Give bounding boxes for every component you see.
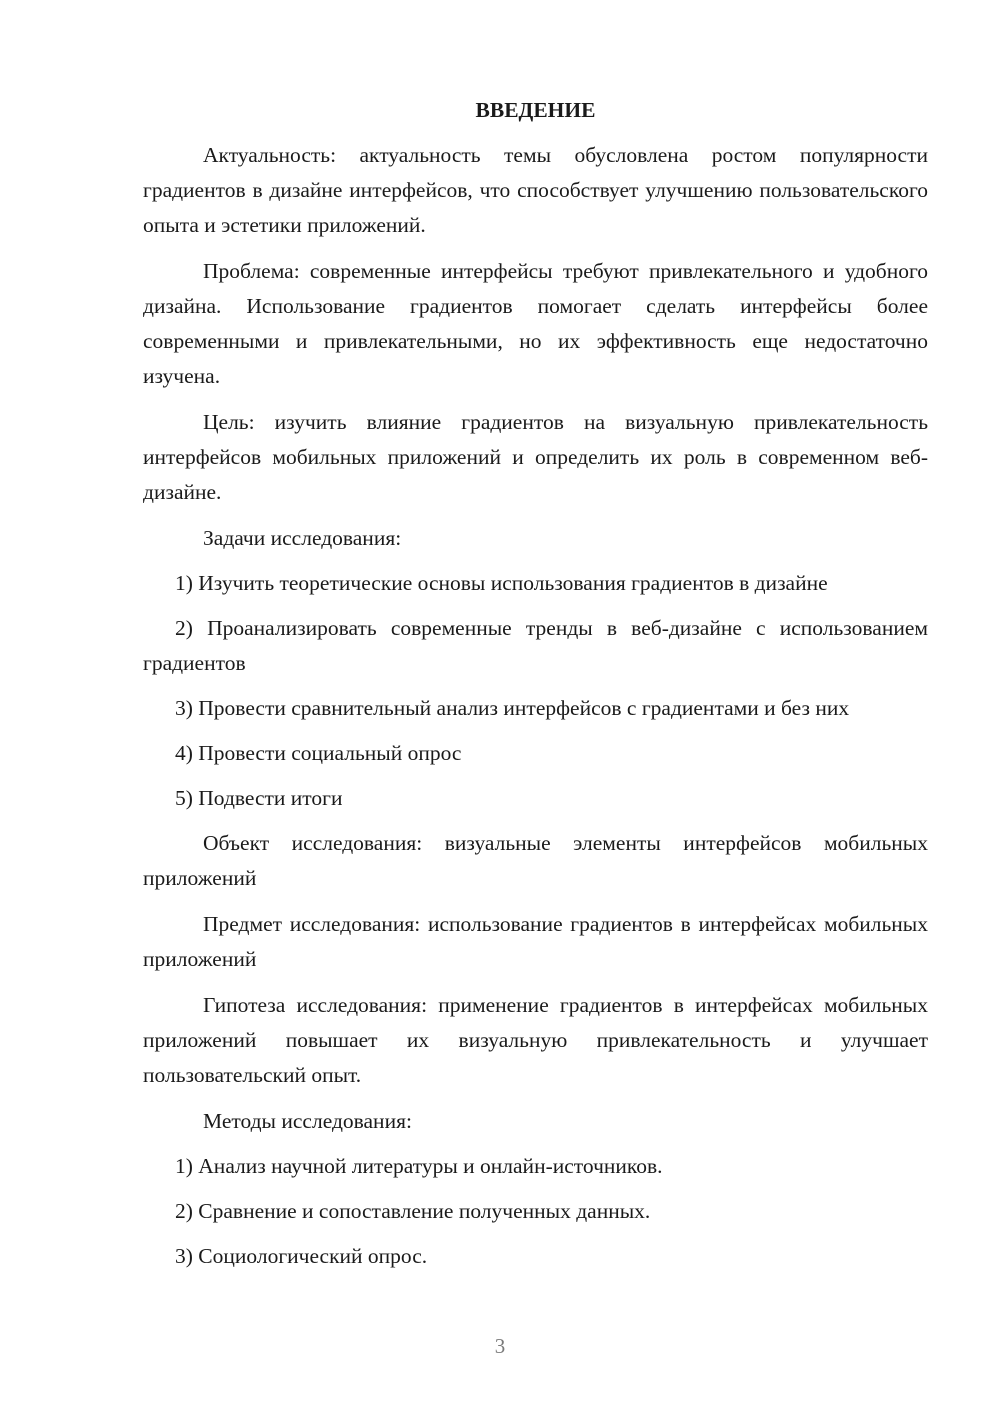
section-title: ВВЕДЕНИЕ — [475, 98, 596, 122]
problem-paragraph: Проблема: современные интерфейсы требуют привлекательного и удобного дизайна. Использование градиентов помогает сделать интерфейсы более современными и привлекательными, но их эффективность еще недостаточно изучена. — [143, 259, 928, 388]
task-item-4: 4) Провести социальный опрос — [175, 741, 462, 765]
method-item-3: 3) Социологический опрос. — [175, 1244, 428, 1268]
tasks-heading: Задачи исследования: — [203, 526, 402, 550]
object-paragraph: Объект исследования: визуальные элементы интерфейсов мобильных приложений — [143, 831, 928, 890]
hypothesis-paragraph: Гипотеза исследования: применение градиентов в интерфейсах мобильных приложений повышает их визуальную привлекательность и улучшает пользовательский опыт. — [143, 993, 928, 1087]
task-item-5: 5) Подвести итоги — [175, 786, 343, 810]
method-item-1: 1) Анализ научной литературы и онлайн-источников. — [175, 1154, 663, 1178]
relevance-paragraph: Актуальность: актуальность темы обусловлена ростом популярности градиентов в дизайне интерфейсов, что способствует улучшению пользовательского опыта и эстетики приложений. — [143, 143, 928, 237]
goal-paragraph: Цель: изучить влияние градиентов на визуальную привлекательность интерфейсов мобильных приложений и определить их роль в современном веб-дизайне. — [143, 410, 928, 504]
subject-paragraph: Предмет исследования: использование градиентов в интерфейсах мобильных приложений — [143, 912, 928, 971]
page-number: 3 — [494, 1334, 506, 1358]
task-item-1: 1) Изучить теоретические основы использования градиентов в дизайне — [175, 571, 828, 595]
methods-heading: Методы исследования: — [203, 1109, 412, 1133]
method-item-2: 2) Сравнение и сопоставление полученных данных. — [175, 1199, 651, 1223]
page-content — [143, 95, 928, 1284]
task-item-3: 3) Провести сравнительный анализ интерфейсов с градиентами и без них — [175, 696, 850, 720]
task-item-2: 2) Проанализировать современные тренды в веб-дизайне с использованием градиентов — [143, 616, 928, 675]
